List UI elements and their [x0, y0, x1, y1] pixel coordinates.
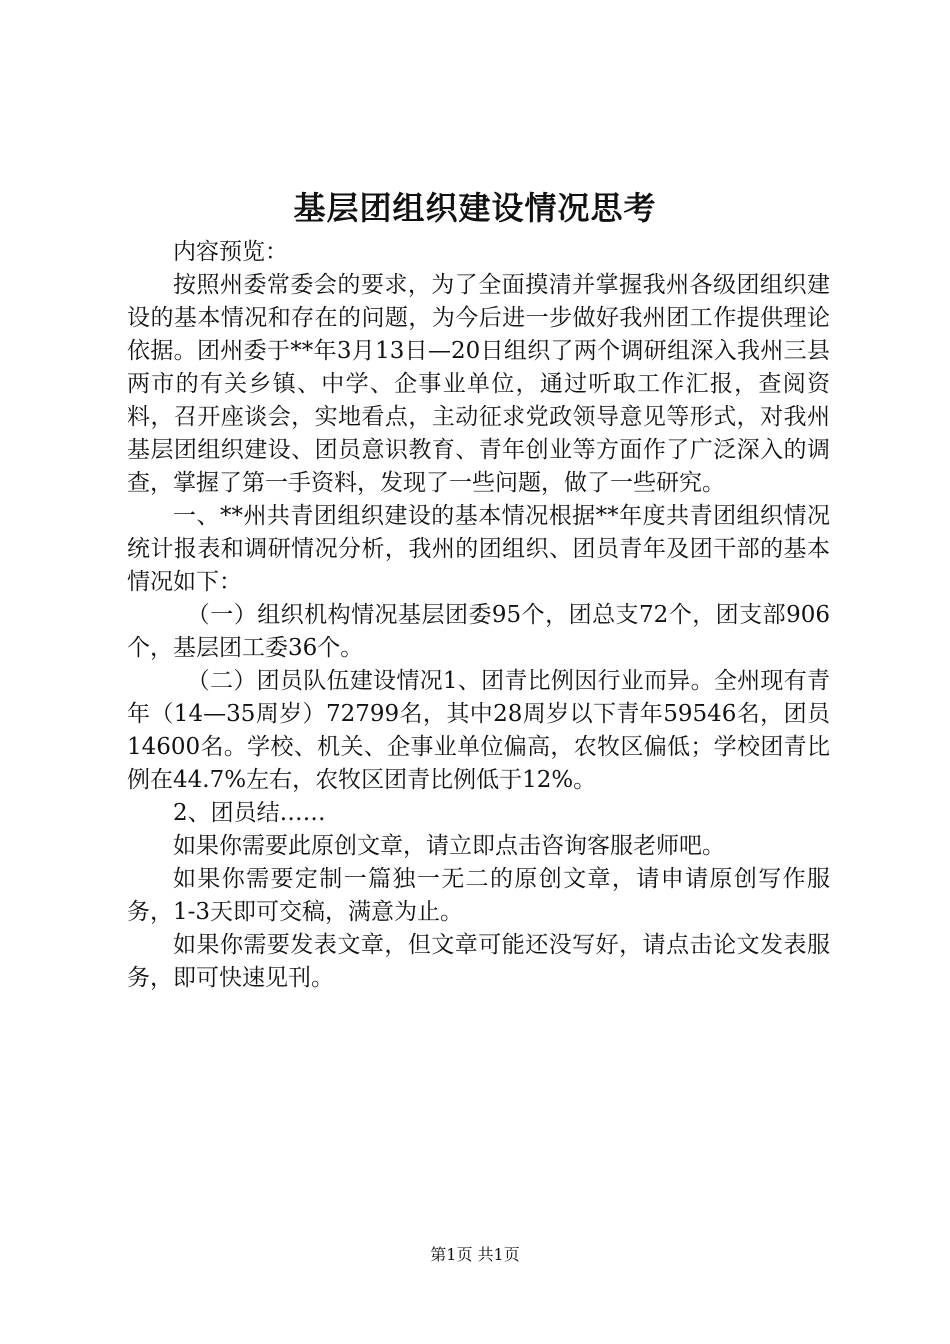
- paragraph-section-one: 一、**州共青团组织建设的基本情况根据**年度共青团组织情况统计报表和调研情况分析，我州的团组织、团员青年及团干部的基本情况如下：: [127, 503, 830, 595]
- paragraph-intro: 按照州委常委会的要求，为了全面摸清并掌握我州各级团组织建设的基本情况和存在的问题，为今后进一步做好我州团工作提供理论依据。团州委于**年3月13日—20日组织了两个调研组深入我州三县两市的有关乡镇、中学、企事业单位，通过听取工作汇报，查阅资料，召开座谈会，实地看点，主动征求党政领导意见等形式，对我州基层团组织建设、团员意识教育、青年创业等方面作了广泛深入的调查，掌握了第一手资料，发现了一些问题，做了一些研究。: [127, 272, 830, 496]
- paragraph-truncated: 2、团员结……: [173, 800, 326, 826]
- page-indicator: 第1页 共1页: [430, 1245, 520, 1264]
- paragraph-custom-writing-link[interactable]: 如果你需要定制一篇独一无二的原创文章，请申请原创写作服务，1-3天即可交稿，满意为止。: [127, 866, 830, 925]
- paragraph-consult-link[interactable]: 如果你需要此原创文章，请立即点击咨询客服老师吧。: [173, 833, 725, 859]
- preview-label: 内容预览：: [173, 239, 288, 265]
- document-title: 基层团组织建设情况思考: [293, 189, 657, 227]
- paragraph-member-team: （二）团员队伍建设情况1、团青比例因行业而异。全州现有青年（14—35周岁）72799名，其中28周岁以下青年59546名，团员14600名。学校、机关、企事业单位偏高，农牧区偏低；学校团青比例在44.7%左右，农牧区团青比例低于12%。: [127, 668, 830, 793]
- document-body: [127, 236, 830, 995]
- paragraph-org-structure: （一）组织机构情况基层团委95个，团总支72个，团支部906个，基层团工委36个。: [127, 602, 830, 661]
- paragraph-publish-service-link[interactable]: 如果你需要发表文章，但文章可能还没写好，请点击论文发表服务，即可快速见刊。: [127, 932, 830, 991]
